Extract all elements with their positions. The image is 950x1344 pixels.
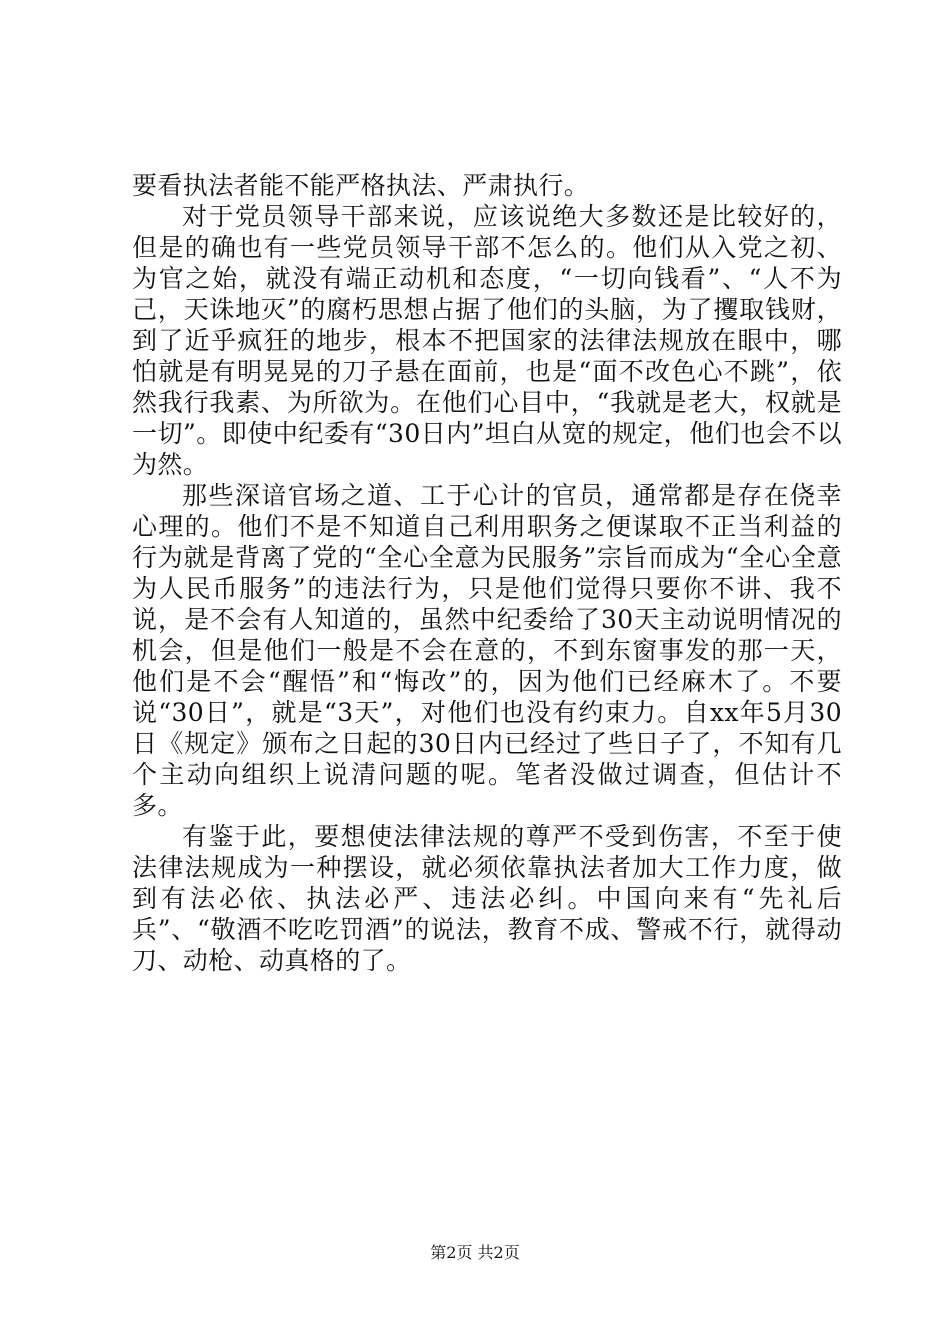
page-number-footer: 第2页 共2页: [430, 1243, 520, 1262]
paragraph-4: 有鉴于此，要想使法律法规的尊严不受到伤害，不至于使法律法规成为一种摆设，就必须依靠执法者加大工作力度，做到有法必依、执法必严、违法必纠。中国向来有“先礼后兵”、“敬酒不吃吃罚酒”的说法，教育不成、警戒不行，就得动刀、动枪、动真格的了。: [132, 822, 842, 975]
paragraph-3: 那些深谙官场之道、工于心计的官员，通常都是存在侥幸心理的。他们不是不知道自己利用职务之便谋取不正当利益的行为就是背离了党的“全心全意为民服务”宗旨而成为“全心全意为人民币服务”的违法行为，只是他们觉得只要你不讲、我不说，是不会有人知道的，虽然中纪委给了30天主动说明情况的机会，但是他们一般是不会在意的，不到东窗事发的那一天，他们是不会“醒悟”和“悔改”的，因为他们已经麻木了。不要说“30日”，就是“3天”，对他们也没有约束力。自xx年5月30日《规定》颁布之日起的30日内已经过了些日子了，不知有几个主动向组织上说清问题的呢。笔者没做过调查，但估计不多。: [132, 481, 842, 820]
article-body: [132, 170, 842, 976]
paragraph-2: 对于党员领导干部来说，应该说绝大多数还是比较好的，但是的确也有一些党员领导干部不怎么的。他们从入党之初、为官之始，就没有端正动机和态度，“一切向钱看”、“人不为己，天诛地灭”的腐朽思想占据了他们的头脑，为了攫取钱财，到了近乎疯狂的地步，根本不把国家的法律法规放在眼中，哪怕就是有明晃晃的刀子悬在面前，也是“面不改色心不跳”，依然我行我素、为所欲为。在他们心目中，“我就是老大，权就是一切”。即使中纪委有“30日内”坦白从宽的规定，他们也会不以为然。: [132, 202, 842, 479]
paragraph-1: 要看执法者能不能严格执法、严肃执行。: [132, 171, 590, 200]
